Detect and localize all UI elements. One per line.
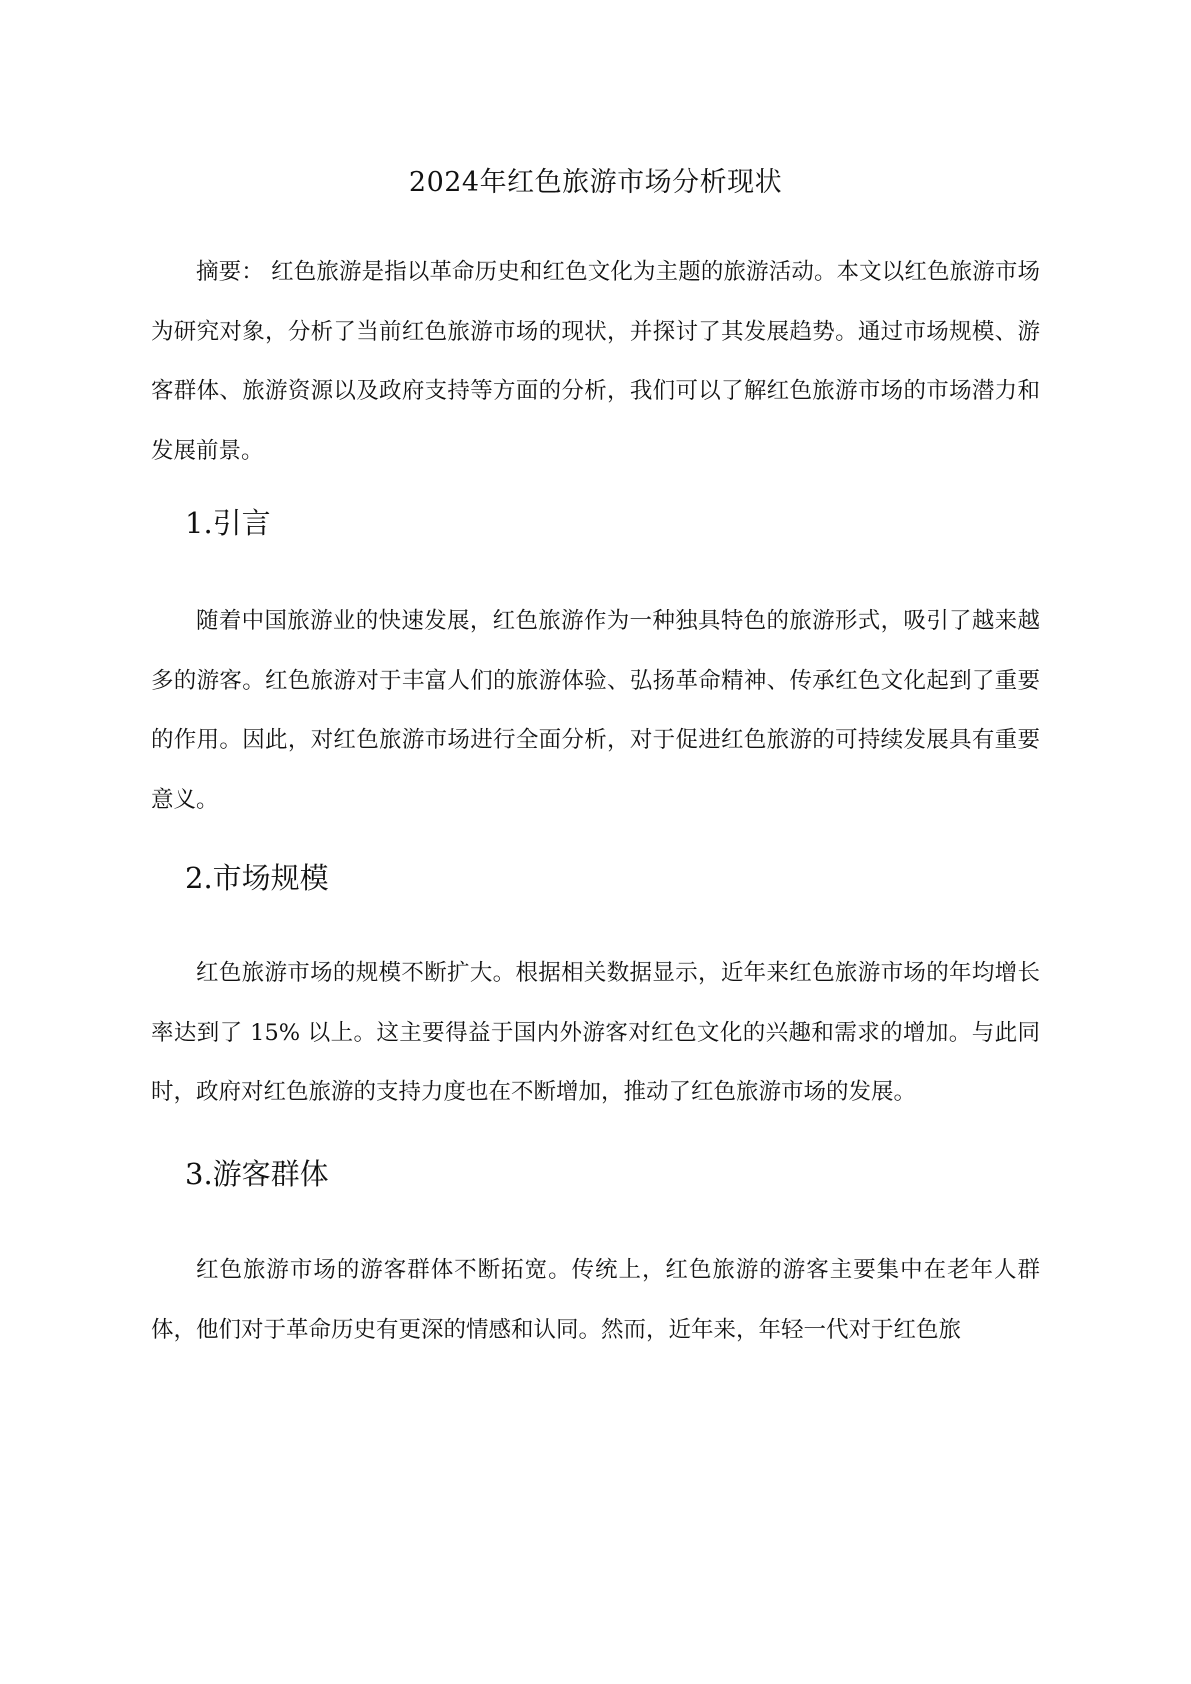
abstract-paragraph: 摘要： 红色旅游是指以革命历史和红色文化为主题的旅游活动。本文以红色旅游市场为研究对象，分析了当前红色旅游市场的现状，并探讨了其发展趋势。通过市场规模、游客群体、旅游资源以及政府支持等方面的分析，我们可以了解红色旅游市场的市场潜力和发展前景。 [151, 259, 1040, 464]
section-body-intro: 随着中国旅游业的快速发展，红色旅游作为一种独具特色的旅游形式，吸引了越来越多的游客。红色旅游对于丰富人们的旅游体验、弘扬革命精神、传承红色文化起到了重要的作用。因此，对红色旅游市场进行全面分析，对于促进红色旅游的可持续发展具有重要意义。 [151, 608, 1040, 813]
section-heading-intro: 1.引言 [185, 506, 271, 540]
section-heading-market-size: 2.市场规模 [185, 861, 329, 895]
section-heading-tourist-groups: 3.游客群体 [185, 1157, 329, 1191]
document-title: 2024年红色旅游市场分析现状 [408, 167, 783, 198]
section-body-market-size: 红色旅游市场的规模不断扩大。根据相关数据显示，近年来红色旅游市场的年均增长率达到了 15% 以上。这主要得益于国内外游客对红色文化的兴趣和需求的增加。与此同时，政府对红色旅游的支持力度也在不断增加，推动了红色旅游市场的发展。 [151, 960, 1040, 1105]
section-body-tourist-groups: 红色旅游市场的游客群体不断拓宽。传统上，红色旅游的游客主要集中在老年人群体，他们对于革命历史有更深的情感和认同。然而，近年来，年轻一代对于红色旅 [151, 1257, 1040, 1343]
